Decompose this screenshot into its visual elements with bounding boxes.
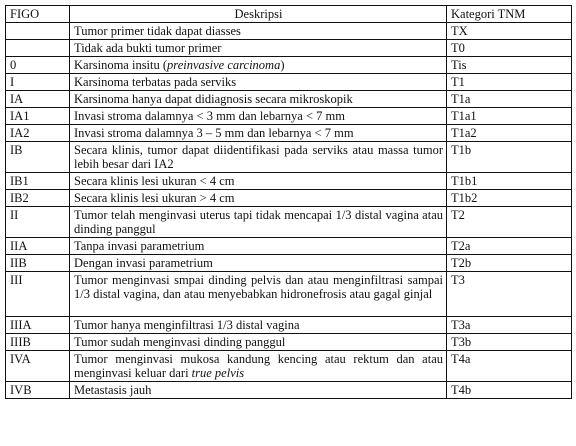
- description-italic-text: true pelvis: [191, 366, 245, 380]
- description-cell: Invasi stroma dalamnya < 3 mm dan lebarnya < 7 mm: [70, 108, 447, 125]
- table-row: [6, 207, 572, 238]
- description-cell: Tumor primer tidak dapat diasses: [70, 23, 447, 40]
- tnm-cell: T2: [447, 207, 572, 238]
- description-text: Karsinoma insitu (: [74, 58, 168, 72]
- figo-cell: IIA: [6, 238, 70, 255]
- tnm-cell: TX: [447, 23, 572, 40]
- table-row: [6, 125, 572, 142]
- table-row: [6, 190, 572, 207]
- figo-cell: II: [6, 207, 70, 238]
- description-cell: Tidak ada bukti tumor primer: [70, 40, 447, 57]
- header-kategori-tnm: Kategori TNM: [447, 6, 572, 23]
- tnm-cell: T1: [447, 74, 572, 91]
- description-cell: Dengan invasi parametrium: [70, 255, 447, 272]
- tnm-cell: T0: [447, 40, 572, 57]
- description-cell: Tumor telah menginvasi uterus tapi tidak mencapai 1/3 distal vagina atau dinding panggul: [70, 207, 447, 238]
- tnm-cell: T3b: [447, 334, 572, 351]
- figo-cell: IIIA: [6, 317, 70, 334]
- description-cell: Metastasis jauh: [70, 382, 447, 399]
- table-row: [6, 173, 572, 190]
- table-row: [6, 238, 572, 255]
- figo-cell: IVB: [6, 382, 70, 399]
- tnm-cell: T1b: [447, 142, 572, 173]
- figo-cell: IIB: [6, 255, 70, 272]
- description-cell: Invasi stroma dalamnya 3 – 5 mm dan lebarnya < 7 mm: [70, 125, 447, 142]
- figo-cell: IA1: [6, 108, 70, 125]
- figo-cell: IB: [6, 142, 70, 173]
- tnm-cell: T3a: [447, 317, 572, 334]
- table-row: [6, 142, 572, 173]
- table-header-row: [6, 6, 572, 23]
- table-row: [6, 317, 572, 334]
- tnm-cell: T3: [447, 272, 572, 317]
- table-row: [6, 334, 572, 351]
- figo-cell: III: [6, 272, 70, 317]
- description-text-after: ): [280, 58, 285, 72]
- figo-cell: IVA: [6, 351, 70, 382]
- tnm-cell: T2b: [447, 255, 572, 272]
- table-row: [6, 108, 572, 125]
- figo-cell: IA: [6, 91, 70, 108]
- description-cell: Tanpa invasi parametrium: [70, 238, 447, 255]
- description-cell: [70, 57, 447, 74]
- description-cell: Tumor menginvasi smpai dinding pelvis dan atau menginfiltrasi sampai 1/3 distal vagina, dan atau menyebabkan hidronefrosis atau gagal ginjal: [70, 272, 447, 317]
- table-row: [6, 351, 572, 382]
- tnm-cell: T2a: [447, 238, 572, 255]
- figo-cell: I: [6, 74, 70, 91]
- table-row: [6, 57, 572, 74]
- description-cell: Secara klinis, tumor dapat diidentifikasi pada serviks atau massa tumor lebih besar dari IA2: [70, 142, 447, 173]
- tnm-cell: T4b: [447, 382, 572, 399]
- tnm-cell: T1b1: [447, 173, 572, 190]
- figo-cell: [6, 40, 70, 57]
- description-cell: Karsinoma terbatas pada serviks: [70, 74, 447, 91]
- figo-staging-table: [5, 5, 572, 399]
- tnm-cell: T4a: [447, 351, 572, 382]
- description-cell: Tumor hanya menginfiltrasi 1/3 distal vagina: [70, 317, 447, 334]
- description-italic-text: preinvasive carcinoma: [167, 58, 281, 72]
- figo-cell: IA2: [6, 125, 70, 142]
- table-row: [6, 74, 572, 91]
- table-row: [6, 91, 572, 108]
- tnm-cell: T1a1: [447, 108, 572, 125]
- tnm-cell: T1a2: [447, 125, 572, 142]
- description-cell: [70, 351, 447, 382]
- figo-cell: 0: [6, 57, 70, 74]
- description-text: Tumor menginvasi mukosa kandung kencing atau rektum dan atau menginvasi keluar dari: [74, 352, 443, 380]
- tnm-cell: Tis: [447, 57, 572, 74]
- description-cell: Secara klinis lesi ukuran < 4 cm: [70, 173, 447, 190]
- table-row: [6, 272, 572, 317]
- table-row: [6, 255, 572, 272]
- tnm-cell: T1a: [447, 91, 572, 108]
- header-figo: FIGO: [6, 6, 70, 23]
- figo-cell: IIIB: [6, 334, 70, 351]
- table-row: [6, 382, 572, 399]
- figo-cell: [6, 23, 70, 40]
- figo-cell: IB2: [6, 190, 70, 207]
- description-cell: Karsinoma hanya dapat didiagnosis secara mikroskopik: [70, 91, 447, 108]
- tnm-cell: T1b2: [447, 190, 572, 207]
- description-cell: Tumor sudah menginvasi dinding panggul: [70, 334, 447, 351]
- figo-cell: IB1: [6, 173, 70, 190]
- header-deskripsi: Deskripsi: [70, 6, 447, 23]
- table-row: [6, 23, 572, 40]
- description-cell: Secara klinis lesi ukuran > 4 cm: [70, 190, 447, 207]
- table-row: [6, 40, 572, 57]
